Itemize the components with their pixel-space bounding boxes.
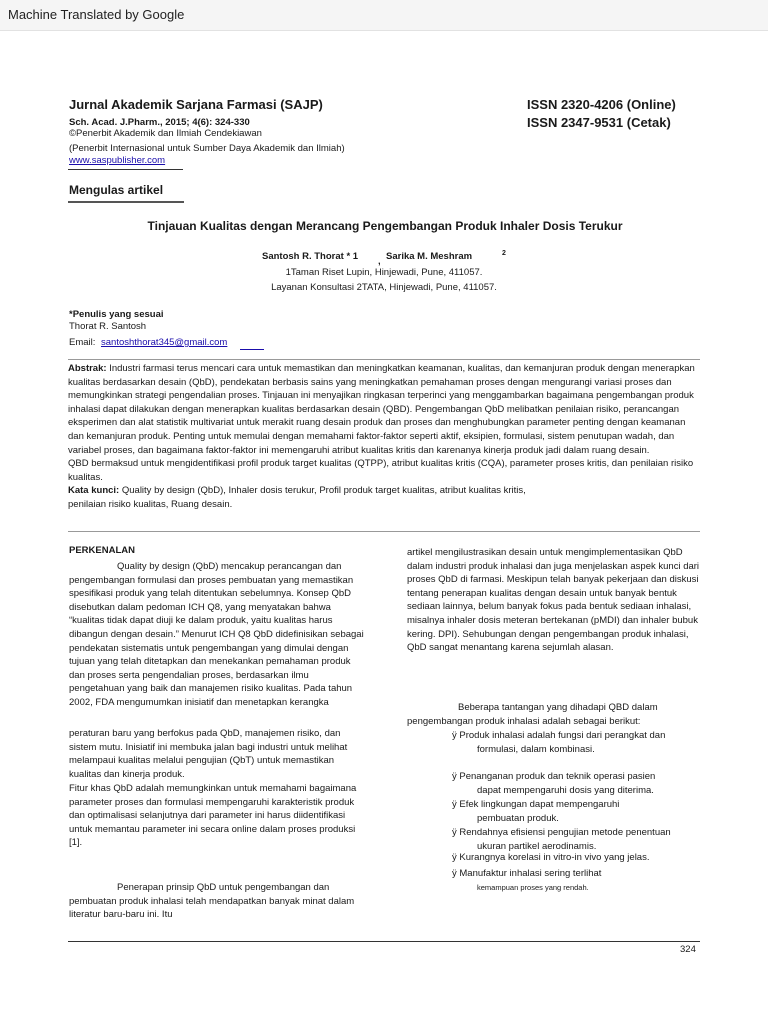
article-type-rule [68, 201, 184, 203]
right-para-2: Beberapa tantangan yang dihadapi QBD dalam pengembangan produk inhalasi adalah sebagai berikut: [407, 702, 658, 727]
challenge-line-1: Manufaktur inhalasi sering terlihat [459, 868, 602, 879]
challenge-line-1: Produk inhalasi adalah fungsi dari perangkat dan [459, 730, 666, 741]
challenge-item [452, 798, 712, 825]
corresponding-label: *Penulis yang sesuai [69, 309, 164, 320]
translation-bar-label: Machine Translated by Google [8, 7, 185, 22]
challenge-line-1: Rendahnya efisiensi pengujian metode penentuan [459, 827, 671, 838]
right-para-1: artikel mengilustrasikan desain untuk mengimplementasikan QbD dalam industri produk inhalasi dan juga menjelaskan aspek kunci dari proses QbD di farmasi. Meskipun telah banyak pekerjaan dan diskusi tentang penerapan kualitas dengan desain untuk banyak bentuk sediaan lainnya, belum banyak fokus pada bentuk sediaan inhalasi, misalnya inhaler dosis meteran bertekanan (pMDI) dan inhaler bubuk kering. DPI). Sehubungan dengan pengembangan produk inhalasi, QbD sangat menantang karena sejumlah alasan. [407, 547, 700, 654]
intro-para-2: peraturan baru yang berfokus pada QbD, manajemen risiko, dan sistem mutu. Inisiatif ini membuka jalan bagi industri untuk melihat melampaui kualitas melalui pengujian (QbT) untuk memastikan kualitas dan kinerja produk. [69, 728, 348, 780]
affiliation-2: Layanan Konsultasi 2TATA, Hinjewadi, Pune, 411057. [271, 282, 497, 293]
challenge-item [452, 826, 712, 853]
challenge-line-1: Kurangnya korelasi in vitro-in vivo yang jelas. [459, 852, 650, 863]
bullet-glyph: ÿ [452, 852, 457, 863]
translation-bar [0, 0, 768, 31]
keywords-2: penilaian risiko kualitas, Ruang desain. [68, 498, 233, 510]
bullet-glyph: ÿ [452, 771, 457, 782]
challenge-line-2: kemampuan proses yang rendah. [477, 882, 589, 892]
email-label: Email: [69, 337, 96, 348]
bullet-glyph: ÿ [452, 730, 457, 741]
abstract-text-2: QBD bermaksud untuk mengidentifikasi profil produk target kualitas (QTPP), atribut kualitas kritis (CQA), parameter proses kritis, dan penilaian risiko kualitas. [68, 458, 694, 483]
keywords-label: Kata kunci: [68, 485, 120, 497]
article-title: Tinjauan Kualitas dengan Merancang Pengembangan Produk Inhaler Dosis Terukur [147, 219, 623, 233]
abstract-label: Abstrak: [68, 363, 107, 374]
website-link[interactable]: www.saspublisher.com [69, 155, 166, 166]
challenge-line-2: ukuran partikel aerodinamis. [477, 840, 597, 852]
corresponding-name: Thorat R. Santosh [69, 321, 147, 332]
journal-title: Jurnal Akademik Sarjana Farmasi (SAJP) [69, 97, 323, 112]
issn-online: ISSN 2320-4206 (Online) [527, 97, 676, 112]
citation: Sch. Acad. J.Pharm., 2015; 4(6): 324-330 [69, 117, 250, 128]
publisher-subtitle: (Penerbit Internasional untuk Sumber Daya Akademik dan Ilmiah) [69, 143, 345, 154]
challenge-item [452, 729, 712, 756]
intro-para-4: Penerapan prinsip QbD untuk pengembangan dan pembuatan produk inhalasi telah mendapatkan banyak minat dalam literatur baru-baru ini. Itu [69, 882, 355, 921]
email-link[interactable]: santoshthorat345@gmail.com [101, 337, 228, 348]
keywords: Quality by design (QbD), Inhaler dosis terukur, Profil produk target kualitas, atribut kualitas kritis, [121, 485, 526, 497]
bullet-glyph: ÿ [452, 827, 457, 838]
intro-para-1: Quality by design (QbD) mencakup perancangan dan pengembangan formulasi dan proses pembuatan yang memastikan spesifikasi produk yang telah ditentukan sebelumnya. Konsep QbD disebutkan dalam pedoman ICH Q8, yang menyatakan bahwa “kualitas tidak dapat diuji ke dalam produk, yaitu kualitas harus dibangun dengan desain.” Menurut ICH Q8 QbD didefinisikan sebagai pendekatan sistematis untuk pengembangan yang dimulai dengan tujuan yang telah ditetapkan dan menekankan pemahaman produk dan proses serta pengendalian proses, berdasarkan ilmu pengetahuan yang baik dan manajemen risiko kualitas. Pada tahun 2002, FDA mengumumkan inisiatif dan menetapkan kerangka [69, 561, 364, 708]
page-number: 324 [680, 944, 696, 955]
bullet-glyph: ÿ [452, 868, 457, 879]
author-1: Santosh R. Thorat * 1 [262, 251, 359, 262]
challenge-item [452, 851, 712, 865]
challenge-line-2: formulasi, dalam kombinasi. [477, 743, 595, 755]
abstract [68, 362, 698, 512]
email-underline-extension [240, 349, 264, 350]
intro-para-3: Fitur khas QbD adalah memungkinkan untuk memahami bagaimana parameter proses dan formulasi mempengaruhi karakteristik produk dan optimalisasi selanjutnya dari parameter ini harus diidentifikasi untuk memantau parameter ini secara online dalam proses produksi [1]. [69, 783, 357, 849]
challenge-item [452, 770, 712, 797]
bullet-glyph: ÿ [452, 799, 457, 810]
challenge-line-1: Penanganan produk dan teknik operasi pasien [459, 771, 656, 782]
challenge-item [452, 867, 712, 894]
header-rule [68, 169, 183, 170]
challenge-line-1: Efek lingkungan dapat mempengaruhi [459, 799, 620, 810]
affiliation-1: 1Taman Riset Lupin, Hinjewadi, Pune, 411057. [285, 267, 483, 278]
author-2-sup: 2 [502, 250, 506, 257]
author-separator: , [378, 256, 381, 267]
abstract-text: Industri farmasi terus mencari cara untuk memastikan dan meningkatkan keamanan, kualitas, dan kemanjuran produk dengan menerapkan kualitas berdasarkan desain (QbD), pendekatan berbasis sains yang meningkatkan pemahaman proses dengan mengurangi variasi proses dan memungkinkan strategi pengendalian proses. Tinjauan ini menyajikan ringkasan terperinci yang menggambarkan bagaimana pengembangan produk inhalasi dapat dilakukan dengan menerapkan kualitas berdasarkan desain (QBD). Pengembangan QbD melibatkan penilaian risiko, perancangan eksperimen dan alat statistik multivariat untuk merakit ruang desain produk dan proses dan menghubungkan parameter penting dengan keamanan dan kemanjuran produk. Penting untuk memulai dengan memahami faktor-faktor seperti aktif, eksipien, formulasi, sistem penutupan wadah, dan variabel proses, dan bagaimana faktor-faktor ini memengaruhi atribut kualitas kritis dan karenanya kinerja produk jadi dalam ruang desain. [68, 363, 695, 456]
challenge-line-2: pembuatan produk. [477, 812, 559, 824]
footer-rule [68, 941, 700, 942]
article-type: Mengulas artikel [69, 183, 164, 197]
author-2: Sarika M. Meshram [386, 251, 473, 262]
challenge-line-2: dapat mempengaruhi dosis yang diterima. [477, 784, 654, 796]
issn-print: ISSN 2347-9531 (Cetak) [527, 115, 671, 130]
publisher: ©Penerbit Akademik dan Ilmiah Cendekiawan [69, 128, 262, 139]
intro-heading: PERKENALAN [69, 545, 135, 556]
